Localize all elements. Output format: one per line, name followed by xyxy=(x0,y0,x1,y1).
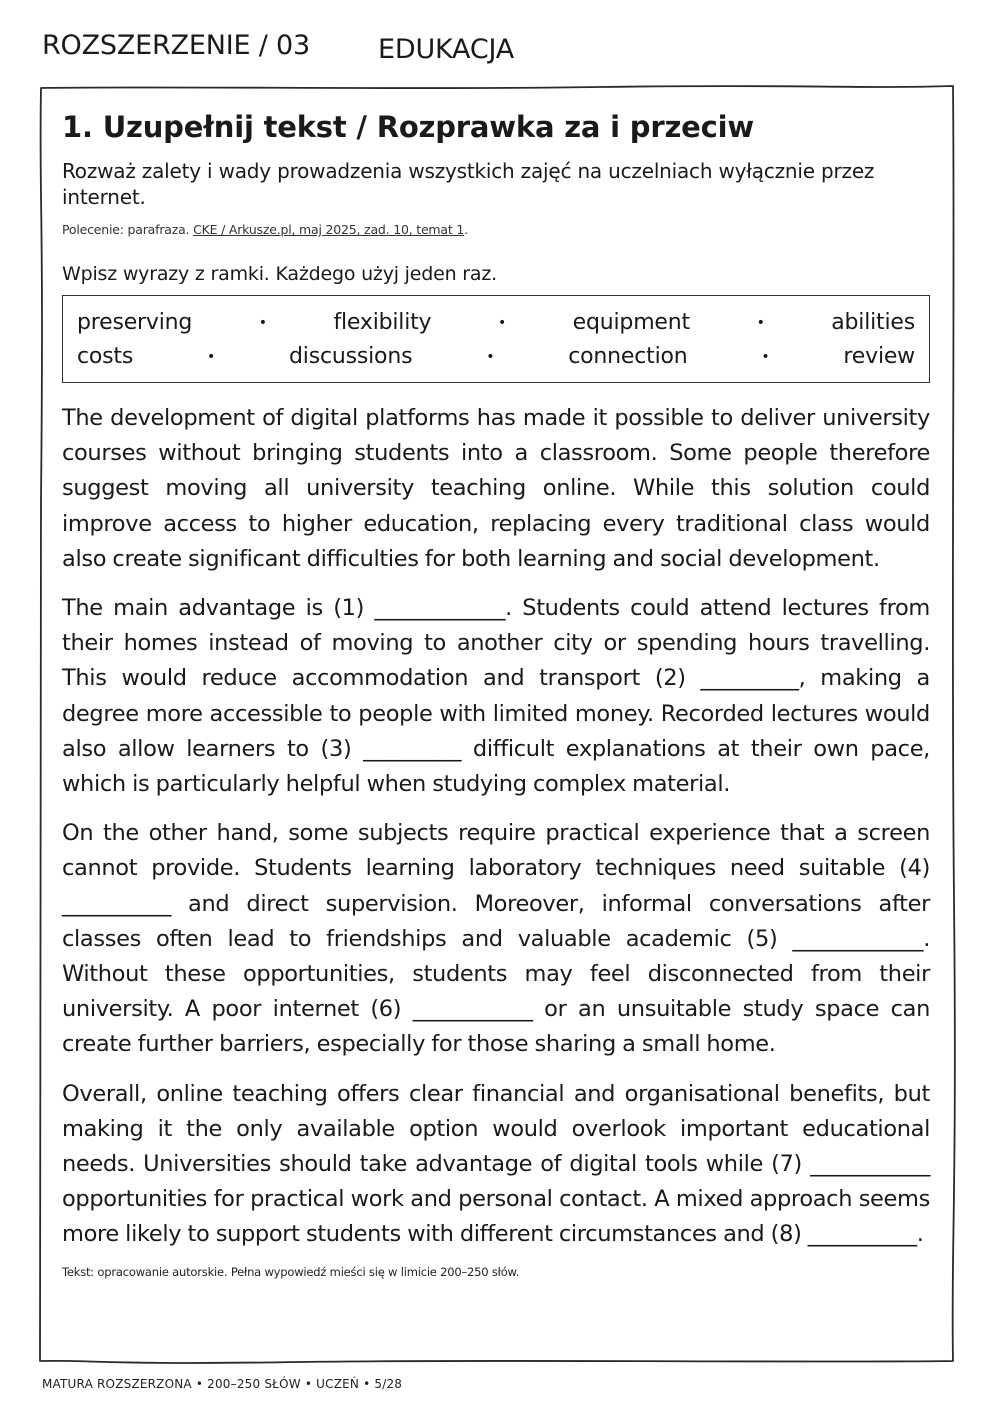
word-item: review xyxy=(843,344,915,369)
word-separator: • xyxy=(756,315,765,331)
word-separator: • xyxy=(761,349,770,365)
word-item: equipment xyxy=(572,310,690,335)
task-instruction: Wpisz wyrazy z ramki. Każdego użyj jeden raz. xyxy=(62,263,497,285)
word-item: preserving xyxy=(77,310,193,335)
text-source-note: Tekst: opracowanie autorskie. Pełna wypowiedź mieści się w limicie 200–250 słów. xyxy=(62,1264,520,1279)
page-section-label: ROZSZERZENIE / 03 xyxy=(42,30,310,61)
task-prompt: Rozważ zalety i wady prowadzenia wszystkich zajęć na uczelniach wyłącznie przez internet. xyxy=(62,159,875,209)
task-title: 1. Uzupełnij tekst / Rozprawka za i przeciw xyxy=(62,110,754,144)
word-separator: • xyxy=(207,349,216,365)
source-link[interactable]: CKE / Arkusze.pl, maj 2025, zad. 10, temat 1 xyxy=(193,222,465,237)
page-topic: EDUKACJA xyxy=(378,34,515,65)
source-prefix: Polecenie: parafraza. xyxy=(62,222,194,237)
word-item: flexibility xyxy=(333,310,432,335)
text-paragraph-3: On the other hand, some subjects require practical experience that a screen cannot provide. Students learning laboratory techniques need suitable (4) __________ and direct supervision. Moreover, informal conversations after classes often lead to friendships and valuable academic (5) ____________. Without these opportunities, students may feel disconnected from their university. A poor internet (6) ___________ or an unsuitable study space can create further barriers, especially for those sharing a small home. xyxy=(62,820,930,1058)
text-paragraph-1: The development of digital platforms has made it possible to deliver university courses without bringing students into a classroom. Some people therefore suggest moving all university teaching online. While this solution could improve access to higher education, replacing every traditional class would also create significant difficulties for both learning and social development. xyxy=(62,405,930,572)
word-item: connection xyxy=(568,344,688,369)
word-item: discussions xyxy=(289,344,413,369)
word-separator: • xyxy=(258,315,267,331)
word-item: costs xyxy=(77,344,134,369)
word-box xyxy=(62,295,930,383)
word-separator: • xyxy=(486,349,495,365)
page-footer: MATURA ROZSZERZONA • 200–250 SŁÓW • UCZEŃ • 5/28 xyxy=(42,1377,403,1391)
text-paragraph-4: Overall, online teaching offers clear financial and organisational benefits, but making it the only available option would overlook important educational needs. Universities should take advantage of digital tools while (7) ___________ opportunities for practical work and personal contact. A mixed approach seems more likely to support students with different circumstances and (8) __________. xyxy=(62,1080,930,1248)
word-item: abilities xyxy=(831,310,915,335)
word-separator: • xyxy=(497,315,507,331)
word-row-1 xyxy=(77,306,915,340)
word-row-2 xyxy=(77,340,915,374)
source-suffix: . xyxy=(464,222,468,237)
task-source xyxy=(62,222,930,237)
text-paragraph-2: The main advantage is (1) ____________. Students could attend lectures from their homes instead of moving to another city or spending hours travelling. This would reduce accommodation and transport (2) _________, making a degree more accessible to people with limited money. Recorded lectures would also allow learners to (3) _________ difficult explanations at their own pace, which is particularly helpful when studying complex material. xyxy=(62,595,930,798)
task-content xyxy=(62,108,930,1279)
